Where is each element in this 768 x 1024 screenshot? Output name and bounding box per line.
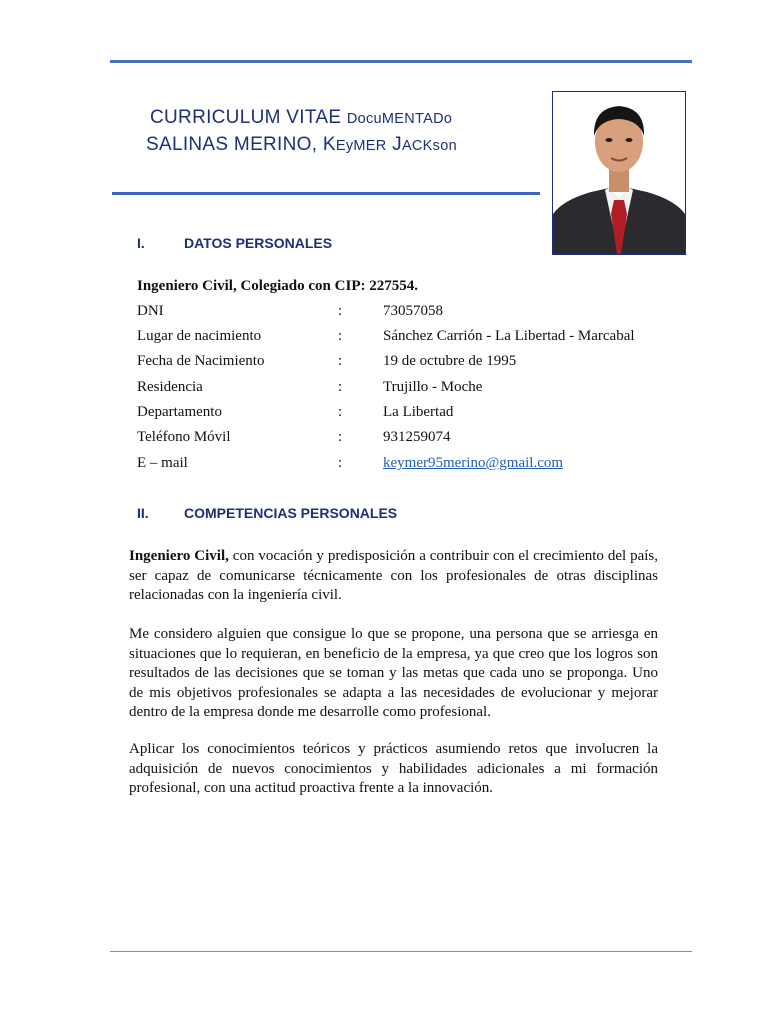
title-underline — [112, 192, 540, 195]
competencies-paragraph-1: Ingeniero Civil, con vocación y predisposición a contribuir con el crecimiento del país, ser capaz de comunicarse técnicamente con los profesionales de otras disciplinas relacionadas con la ingeniería civil. — [129, 548, 658, 603]
section-title-2: COMPETENCIAS PERSONALES — [184, 505, 398, 521]
profile-photo — [552, 91, 686, 255]
professional-lead: Ingeniero Civil, Colegiado con CIP: 227554. — [137, 278, 418, 294]
competencies-paragraph-2: Me considero alguien que consigue lo que se propone, una persona que se arriesga en situaciones que lo requieran, en beneficio de la empresa, ya que creo que los logros son resultados de las decisiones que se toman y las metas que cada uno se proponga. Uno de mis objetivos profesionales se adapta a las necesidades de evolucionar y mejorar dentro de la empresa donde me desarrolle como profesional. — [129, 626, 658, 720]
competencies-paragraph-3: Aplicar los conocimientos teóricos y prácticos asumiendo retos que involucren la adquisición de nuevos conocimientos y habilidades adicionales a mi formación profesional, con una actitud proactiva frente a la innovación. — [129, 741, 658, 796]
top-rule — [110, 60, 692, 63]
candidate-name: SALINAS MERINO, KEyMER JACKson — [146, 134, 457, 155]
portrait-icon — [553, 92, 685, 254]
section-number-1: I. — [137, 235, 145, 251]
footer-rule — [110, 951, 692, 952]
email-link[interactable]: keymer95merino@gmail.com — [383, 455, 564, 471]
cv-title: CURRICULUM VITAE DocuMENTADo — [150, 107, 453, 128]
section-title-1: DATOS PERSONALES — [184, 235, 333, 251]
section-number-2: II. — [137, 505, 149, 521]
